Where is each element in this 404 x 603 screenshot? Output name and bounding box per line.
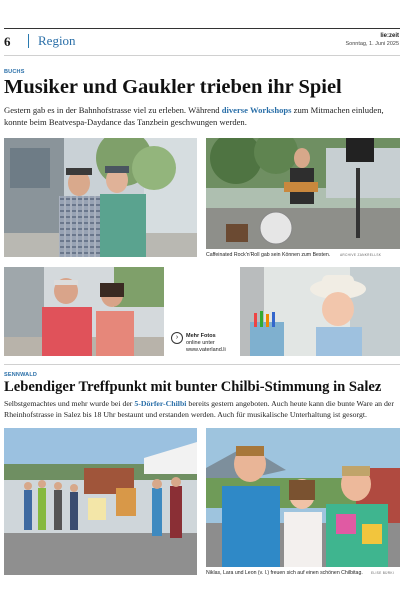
masthead-divider [4,55,400,56]
article2-headline: Lebendiger Treffpunkt mit bunter Chilbi-Stimmung in Salez [4,379,382,395]
article1-headline: Musiker und Gaukler trieben ihr Spiel [4,76,342,98]
photo-couple [4,267,164,356]
article1-lead-highlight: diverse Workshops [221,105,292,115]
article2-lead-highlight: 5-Dörfer-Chilbi [134,399,187,408]
article2-credit: ELISE BÜRKI [371,571,394,575]
masthead-rule [4,28,400,29]
page-number: 6 [4,34,11,49]
masthead-separator [28,34,29,48]
brand-logo: lie:zeit [380,33,399,39]
article2-lead: Selbstgemachtes und mehr wurde bei der 5-Dörfer-Chilbi bereits gestern angeboten. Auch heute kann die bunte Ware an der Rheinhofstrasse in Salez bis 18 Uhr bestaunt und erstanden werden. Auch für musikalische Unterhaltung ist gesorgt. [4,399,394,419]
photo-musicians-portrait [4,138,197,257]
article2-caption: Niklas, Lara und Leon (v. l.) freuen sich auf einen schönen Chilbitag. [206,570,363,576]
article1-kicker: BUCHS [4,69,25,75]
section-title: Region [38,33,76,48]
photo-stage-performer [206,138,400,249]
article1-credit: ARCHIVE ZANKRELLSK [340,253,382,257]
more-photos-link[interactable]: Mehr Fotos online unter www.vaterland.li [186,333,226,353]
photo-child-hat [240,267,400,356]
article1-caption: Caffeinated Rock'n'Roll gab sein Können zum Besten. [206,252,331,258]
section-divider [4,364,400,365]
photo-three-children [206,428,400,567]
article2-kicker: SENNWALD [4,372,38,378]
photo-market-street [4,428,197,575]
issue-date: Sonntag, 1. Juni 2025 [345,41,399,47]
arrow-right-icon: › [171,332,183,344]
article1-lead: Gestern gab es in der Bahnhofstrasse viel zu erleben. Während diverse Workshops zum Mitmachen einluden, konnte beim Beatvespa-Daydance das Tanzbein geschwungen werden. [4,105,384,127]
